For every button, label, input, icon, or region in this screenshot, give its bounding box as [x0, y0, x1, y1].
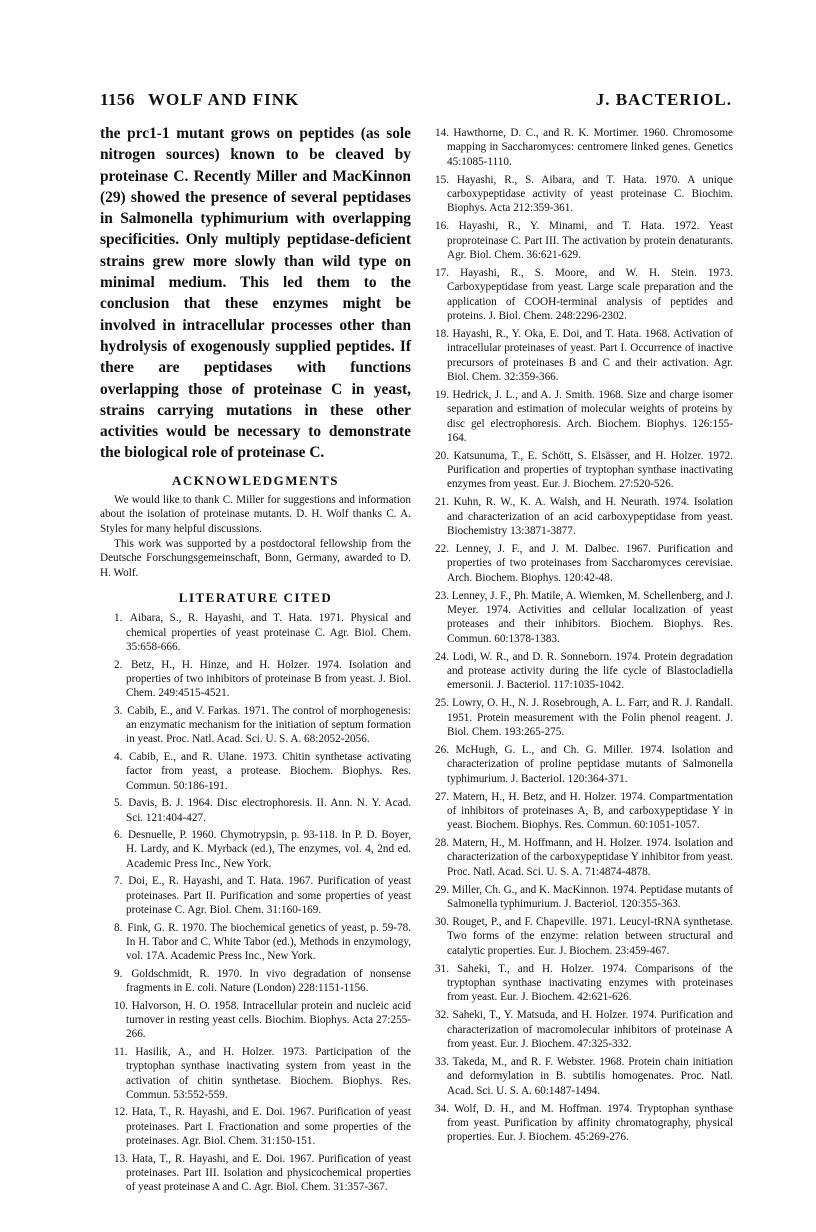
page-number: 1156: [100, 90, 136, 109]
reference-list-left: [100, 611, 411, 1194]
literature-cited-heading: LITERATURE CITED: [178, 590, 333, 606]
acknowledgments-paragraph: We would like to thank C. Miller for suggestions and information about the isolation of proteinase mutants. D. H. Wolf thanks C. A. Styles for many helpful discussions.: [100, 493, 411, 535]
reference-item: 21. Kuhn, R. W., K. A. Walsh, and H. Neurath. 1974. Isolation and characterization of an acid carboxypeptidase from yeast. Biochemistry 13:3871-3877.: [435, 496, 734, 538]
reference-item: 8. Fink, G. R. 1970. The biochemical genetics of yeast, p. 59-78. In H. Tabor and C. White Tabor (ed.), Methods in enzymology, vol. 17A. Academic Press Inc., New York.: [114, 921, 412, 963]
left-column: [100, 123, 411, 1198]
reference-item: 11. Hasilik, A., and H. Holzer. 1973. Participation of the tryptophan synthase inactivating system from yeast in the activation of chitin synthetase. Biochem. Biophys. Res. Commun. 53:552-559.: [114, 1045, 412, 1101]
reference-item: 28. Matern, H., M. Hoffmann, and H. Holzer. 1974. Isolation and characterization of the carboxypeptidase Y inhibitor from yeast. Proc. Natl. Acad. Sci. U. S. A. 71:4874-4878.: [435, 837, 734, 878]
reference-item: 32. Saheki, T., Y. Matsuda, and H. Holzer. 1974. Purification and characterization of macromolecular inhibitors of proteinase A from yeast. Eur. J. Biochem. 47:325-332.: [435, 1009, 733, 1050]
reference-item: 14. Hawthorne, D. C., and R. K. Mortimer. 1960. Chromosome mapping in Saccharomyces: centromere linked genes. Genetics 45:1085-1110.: [435, 127, 734, 168]
reference-item: 16. Hayashi, R., Y. Minami, and T. Hata. 1972. Yeast proproteinase C. Part III. The activation by protein denaturants. Agr. Biol. Chem. 36:621-629.: [435, 220, 733, 261]
reference-item: 26. McHugh, G. L., and Ch. G. Miller. 1974. Isolation and characterization of proline peptidase mutants of Salmonella typhimurium. J. Bacteriol. 120:364-371.: [435, 743, 734, 785]
reference-item: 10. Halvorson, H. O. 1958. Intracellular protein and nucleic acid turnover in resting yeast cells. Biochim. Biophys. Acta 27:255-266.: [114, 999, 412, 1041]
reference-item: 30. Rouget, P., and F. Chapeville. 1971. Leucyl-tRNA synthetase. Two forms of the enzyme: relation between structural and catalytic properties. Eur. J. Biochem. 23:459-467.: [435, 916, 733, 957]
funding-paragraph: This work was supported by a postdoctoral fellowship from the Deutsche Forschungsgemeinschaft, Bonn, Germany, awarded to D. H. Wolf.: [100, 537, 411, 579]
right-column: [421, 126, 733, 1148]
reference-item: 15. Hayashi, R., S. Aibara, and T. Hata. 1970. A unique carboxypeptidase activity of yeast proteinase C. Biochim. Biophys. Acta 212:359-361.: [435, 173, 733, 215]
reference-item: 6. Desnuelle, P. 1960. Chymotrypsin, p. 93-118. In P. D. Boyer, H. Lardy, and K. Myrback (ed.), The enzymes, vol. 4, 2nd ed. Academic Press Inc., New York.: [114, 829, 412, 870]
reference-item: 31. Saheki, T., and H. Holzer. 1974. Comparisons of the tryptophan synthase inactivating enzymes with proteinases from yeast. Eur. J. Biochem. 42:621-626.: [435, 962, 733, 1004]
reference-item: 4. Cabib, E., and R. Ulane. 1973. Chitin synthetase activating factor from yeast, a protease. Biochem. Biophys. Res. Commun. 50:186-191.: [114, 750, 411, 792]
reference-item: 22. Lenney, J. F., and J. M. Dalbec. 1967. Purification and properties of two proteinases from Saccharomyces cerevisiae. Arch. Biochem. Biophys. 120:42-48.: [435, 543, 734, 584]
reference-item: 3. Cabib, E., and V. Farkas. 1971. The control of morphogenesis: an enzymatic mechanism for the initiation of septum formation in yeast. Proc. Natl. Acad. Sci. U. S. A. 68:2052-2056.: [114, 704, 412, 746]
reference-item: 34. Wolf, D. H., and M. Hoffman. 1974. Tryptophan synthase from yeast. Purification by affinity chromatography, physical properties. Eur. J. Biochem. 45:269-276.: [435, 1102, 733, 1144]
reference-item: 27. Matern, H., H. Betz, and H. Holzer. 1974. Compartmentation of inhibitors of proteinases A, B, and carboxypeptidase Y in yeast. Biochem. Biophys. Res. Commun. 60:1051-1057.: [435, 790, 733, 832]
running-head-journal: J. BACTERIOL.: [595, 90, 732, 109]
acknowledgments-heading: ACKNOWLEDGMENTS: [172, 472, 339, 488]
reference-item: 12. Hata, T., R. Hayashi, and E. Doi. 1967. Purification of yeast proteinases. Part I. Fractionation and some properties of the proteinases. Agr. Biol. Chem. 31:150-151.: [114, 1106, 412, 1148]
running-head-authors: WOLF AND FINK: [148, 90, 300, 109]
reference-item: 24. Lodi, W. R., and D. R. Sonneborn. 1974. Protein degradation and protease activity during the life cycle of Blastocladiella emersonii. J. Bacteriol. 117:1035-1042.: [435, 650, 734, 692]
reference-item: 2. Betz, H., H. Hinze, and H. Holzer. 1974. Isolation and properties of two inhibitors of proteinase B from yeast. J. Biol. Chem. 249:4515-4521.: [114, 658, 411, 700]
discussion-paragraph: the prc1-1 mutant grows on peptides (as sole nitrogen sources) known to be cleaved by proteinase C. Recently Miller and MacKinnon (29) showed the presence of several peptidases in Salmonella typhimurium with overlapping specificities. Only multiply peptidase-deficient strains grew more slowly than wild type on minimal medium. This led them to the conclusion that these enzymes might be involved in intracellular processes other than hydrolysis of exogenously supplied peptides. If there are peptidases with functions overlapping those of proteinase C in yeast, strains carrying mutations in these other activities would be necessary to demonstrate the biological role of proteinase C.: [100, 125, 411, 462]
reference-item: 18. Hayashi, R., Y. Oka, E. Doi, and T. Hata. 1968. Activation of intracellular proteinases of yeast. Part I. Occurrence of inactive precursors of proteinases B and C and their activation. Agr. Biol. Chem. 32:359-366.: [435, 327, 734, 383]
reference-item: 25. Lowry, O. H., N. J. Rosebrough, A. L. Farr, and R. J. Randall. 1951. Protein measurement with the Folin phenol reagent. J. Biol. Chem. 193:265-275.: [435, 697, 734, 738]
running-header: [100, 90, 732, 112]
reference-item: 19. Hedrick, J. L., and A. J. Smith. 1968. Size and charge isomer separation and estimation of molecular weights of proteins by disc gel electrophoresis. Arch. Biochem. Biophys. 126:155-164.: [435, 388, 733, 444]
reference-list-right: [421, 126, 733, 1145]
reference-item: 20. Katsunuma, T., E. Schött, S. Elsässer, and H. Holzer. 1972. Purification and properties of tryptophan synthase inactivating enzymes from yeast. Eur. J. Biochem. 27:520-526.: [435, 449, 733, 491]
reference-item: 17. Hayashi, R., S. Moore, and W. H. Stein. 1973. Carboxypeptidase from yeast. Large scale preparation and the application of COOH-terminal analysis of peptides and proteins. J. Biol. Chem. 248:2296-2302.: [435, 266, 734, 322]
reference-item: 29. Miller, Ch. G., and K. MacKinnon. 1974. Peptidase mutants of Salmonella typhimurium. J. Bacteriol. 120:355-363.: [435, 883, 733, 911]
reference-item: 23. Lenney, J. F., Ph. Matile, A. Wiemken, M. Schellenberg, and J. Meyer. 1974. Activities and cellular localization of yeast proteases and their inhibitors. Biochem. Biophys. Res. Commun. 60:1378-1383.: [435, 589, 734, 645]
reference-item: 7. Doi, E., R. Hayashi, and T. Hata. 1967. Purification of yeast proteinases. Part II. Purification and some properties of yeast proteinase C. Agr. Biol. Chem. 31:160-169.: [114, 875, 412, 916]
reference-item: 9. Goldschmidt, R. 1970. In vivo degradation of nonsense fragments in E. coli. Nature (London) 228:1151-1156.: [114, 967, 411, 995]
reference-item: 33. Takeda, M., and R. F. Webster. 1968. Protein chain initiation and deformylation in B. subtilis homogenates. Proc. Natl. Acad. Sci. U. S. A. 60:1487-1494.: [435, 1055, 733, 1097]
reference-item: 13. Hata, T., R. Hayashi, and E. Doi. 1967. Purification of yeast proteinases. Part III. Isolation and physicochemical properties of yeast proteinase A and C. Agr. Biol. Chem. 31:357-367.: [114, 1152, 412, 1194]
reference-item: 1. Aibara, S., R. Hayashi, and T. Hata. 1971. Physical and chemical properties of yeast proteinase C. Agr. Biol. Chem. 35:658-666.: [114, 612, 412, 653]
reference-item: 5. Davis, B. J. 1964. Disc electrophoresis. II. Ann. N. Y. Acad. Sci. 121:404-427.: [114, 797, 412, 824]
